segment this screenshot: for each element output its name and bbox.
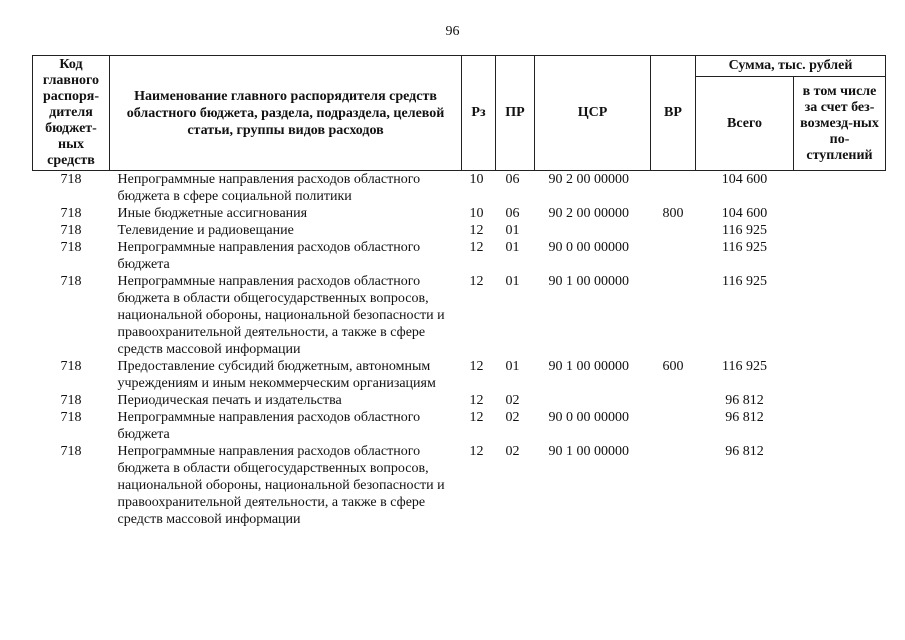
- cell-free: [794, 409, 886, 443]
- table-row: [33, 443, 886, 528]
- cell-name: Непрограммные направления расходов областного бюджета в области общегосударственных вопросов, национальной обороны, национальной безопасности и правоохранительной деятельности, а также в сфере средств массовой информации: [117, 274, 445, 357]
- cell-name: Периодическая печать и издательства: [117, 393, 342, 408]
- cell-vr: [651, 409, 696, 443]
- budget-table: [32, 55, 886, 528]
- cell-free: [794, 273, 886, 358]
- cell-code: 718: [60, 444, 82, 459]
- cell-total: 104 600: [721, 172, 768, 187]
- cell-name: Непрограммные направления расходов областного бюджета в области общегосударственных вопросов, национальной обороны, национальной безопасности и правоохранительной деятельности, а также в сфере средств массовой информации: [117, 444, 445, 527]
- cell-csr: [535, 392, 651, 409]
- cell-pr: 02: [505, 444, 520, 459]
- cell-total: 96 812: [725, 410, 764, 425]
- cell-csr: 90 1 00 00000: [548, 274, 629, 289]
- cell-code: 718: [60, 223, 82, 238]
- cell-pr: 01: [505, 359, 520, 374]
- cell-pr: 01: [505, 223, 520, 238]
- header-csr: ЦСР: [535, 56, 651, 171]
- table-row: [33, 239, 886, 273]
- cell-pr: 06: [505, 206, 520, 221]
- cell-rz: 12: [469, 240, 484, 255]
- cell-total: 116 925: [722, 359, 767, 374]
- cell-name: Предоставление субсидий бюджетным, автономным учреждениям и иным некоммерческим организациям: [117, 359, 436, 391]
- cell-csr: 90 2 00 00000: [548, 206, 629, 221]
- cell-pr: 01: [505, 240, 520, 255]
- table-row: [33, 171, 886, 206]
- cell-pr: 02: [505, 410, 520, 425]
- cell-free: [794, 171, 886, 206]
- cell-rz: 10: [469, 172, 484, 187]
- cell-free: [794, 205, 886, 222]
- cell-vr: [651, 443, 696, 528]
- cell-name: Непрограммные направления расходов областного бюджета: [117, 240, 421, 272]
- cell-total: 116 925: [722, 274, 767, 289]
- table-row: [33, 392, 886, 409]
- cell-code: 718: [60, 274, 82, 289]
- cell-free: [794, 392, 886, 409]
- cell-vr: [651, 222, 696, 239]
- cell-code: 718: [60, 410, 82, 425]
- cell-code: 718: [60, 393, 82, 408]
- cell-csr: 90 1 00 00000: [548, 444, 629, 459]
- cell-name: Непрограммные направления расходов областного бюджета: [117, 410, 421, 442]
- header-rz: Рз: [462, 56, 496, 171]
- cell-free: [794, 443, 886, 528]
- cell-rz: 12: [469, 393, 484, 408]
- cell-csr: 90 1 00 00000: [548, 359, 629, 374]
- table-header: [33, 56, 886, 171]
- cell-rz: 12: [469, 359, 484, 374]
- cell-vr: 800: [662, 206, 684, 221]
- table-row: [33, 358, 886, 392]
- cell-total: 96 812: [725, 393, 764, 408]
- cell-pr: 01: [505, 274, 520, 289]
- cell-code: 718: [60, 206, 82, 221]
- cell-csr: 90 0 00 00000: [548, 410, 629, 425]
- cell-code: 718: [60, 359, 82, 374]
- cell-csr: 90 0 00 00000: [548, 240, 629, 255]
- cell-free: [794, 358, 886, 392]
- cell-rz: 10: [469, 206, 484, 221]
- cell-vr: [651, 273, 696, 358]
- header-name: Наименование главного распорядителя средств областного бюджета, раздела, подраздела, целевой статьи, группы видов расходов: [110, 56, 462, 171]
- table-row: [33, 205, 886, 222]
- cell-total: 104 600: [721, 206, 768, 221]
- table-body: [33, 171, 886, 529]
- page-number: 96: [445, 24, 460, 39]
- table-row: [33, 273, 886, 358]
- cell-pr: 06: [505, 172, 520, 187]
- header-free: в том числе за счет без-возмезд-ных по-ступлений: [794, 77, 886, 171]
- cell-pr: 02: [505, 393, 520, 408]
- cell-vr: [651, 392, 696, 409]
- cell-rz: 12: [469, 410, 484, 425]
- cell-name: Телевидение и радиовещание: [117, 223, 294, 238]
- cell-code: 718: [60, 172, 82, 187]
- header-pr: ПР: [496, 56, 535, 171]
- cell-name: Иные бюджетные ассигнования: [117, 206, 308, 221]
- table-row: [33, 222, 886, 239]
- cell-total: 116 925: [722, 240, 767, 255]
- cell-vr: 600: [662, 359, 684, 374]
- cell-total: 116 925: [722, 223, 767, 238]
- header-code: Код главного распоря-дителя бюджет-ных средств: [33, 56, 110, 171]
- cell-free: [794, 239, 886, 273]
- cell-vr: [651, 171, 696, 206]
- cell-code: 718: [60, 240, 82, 255]
- cell-vr: [651, 239, 696, 273]
- table-row: [33, 409, 886, 443]
- header-sum: Сумма, тыс. рублей: [696, 56, 886, 77]
- cell-rz: 12: [469, 223, 484, 238]
- header-total: Всего: [696, 77, 794, 171]
- cell-csr: [535, 222, 651, 239]
- cell-rz: 12: [469, 444, 484, 459]
- cell-name: Непрограммные направления расходов областного бюджета в сфере социальной политики: [117, 172, 421, 204]
- header-vr: ВР: [651, 56, 696, 171]
- cell-free: [794, 222, 886, 239]
- cell-rz: 12: [469, 274, 484, 289]
- cell-csr: 90 2 00 00000: [548, 172, 629, 187]
- cell-total: 96 812: [725, 444, 764, 459]
